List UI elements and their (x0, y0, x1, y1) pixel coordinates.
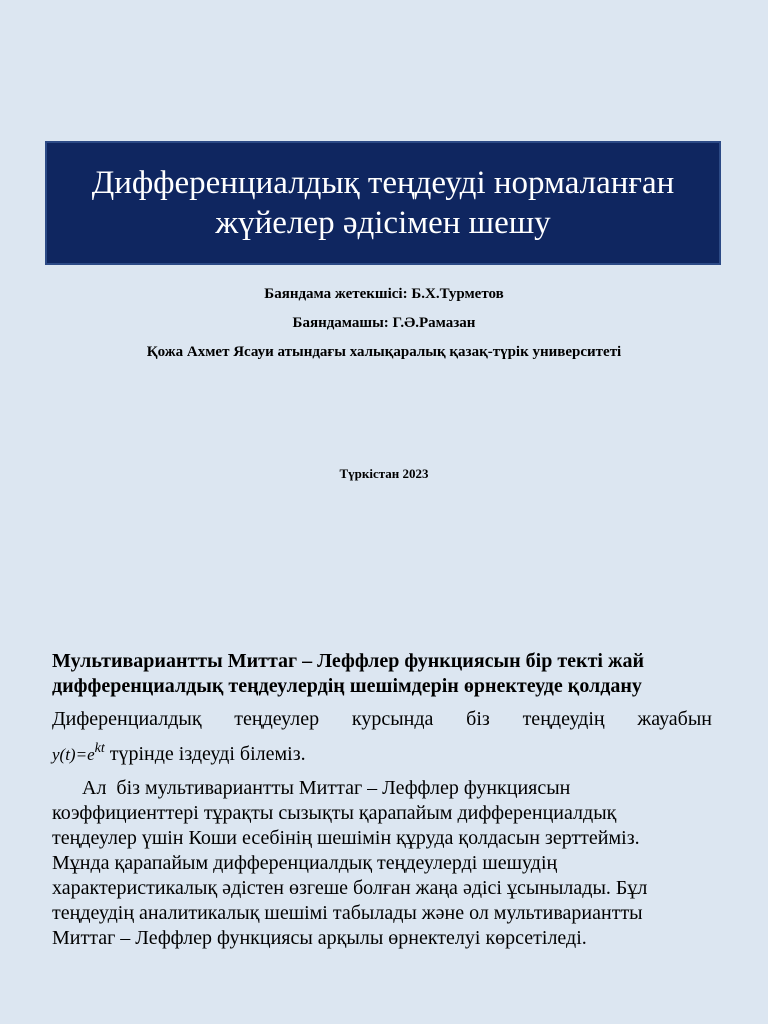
formula-exponent: kt (94, 741, 105, 756)
body-line: характеристикалық әдістен өзгеше болған жаңа әдісі ұсынылады. Бұл (52, 877, 648, 899)
body-line: Миттаг – Леффлер функциясы арқылы өрнектелуі көрсетіледі. (52, 927, 587, 949)
title-line-2: жүйелер әдісімен шешу (215, 205, 551, 241)
body-line: коэффициенттері тұрақты сызықты қарапайым дифференциалдық (52, 802, 617, 824)
intro-line-2-text: түрінде іздеуді білеміз. (104, 743, 306, 765)
body-line: теңдеулер үшін Коши есебінің шешімін құруда қолдасын зерттейміз. (52, 827, 640, 849)
section-heading-line-1: Мультивариантты Миттаг – Леффлер функциясын бір текті жай (52, 650, 644, 672)
intro-line-2 (52, 736, 712, 767)
body-line: Ал біз мультивариантты Миттаг – Леффлер функциясын (52, 777, 571, 799)
title-banner (45, 141, 721, 265)
intro-line-1: Диференциалдық теңдеулер курсында біз теңдеудің жауабын (52, 708, 712, 730)
supervisor-text: Баяндама жетекшісі: Б.Х.Турметов (264, 286, 504, 302)
place-year-text: Түркістан 2023 (339, 466, 429, 481)
body-line: теңдеудің аналитикалық шешімі табылады және ол мультивариантты (52, 902, 643, 924)
body-line: Мұнда қарапайым дифференциалдық теңдеулерді шешудің (52, 852, 558, 874)
body-paragraph (52, 776, 732, 951)
section-heading-line-2: дифференциалдық теңдеулердің шешімдерін өрнектеуде қолдану (52, 675, 642, 697)
university-text: Қожа Ахмет Ясауи атындағы халықаралық қазақ-түрік университеті (146, 344, 622, 360)
formula-base: y(t)=e (52, 745, 95, 764)
intro-paragraph (52, 707, 712, 767)
title-line-1: Дифференциалдық теңдеуді нормаланған (91, 165, 675, 201)
author-text: Баяндамашы: Г.Ә.Рамазан (292, 315, 476, 331)
